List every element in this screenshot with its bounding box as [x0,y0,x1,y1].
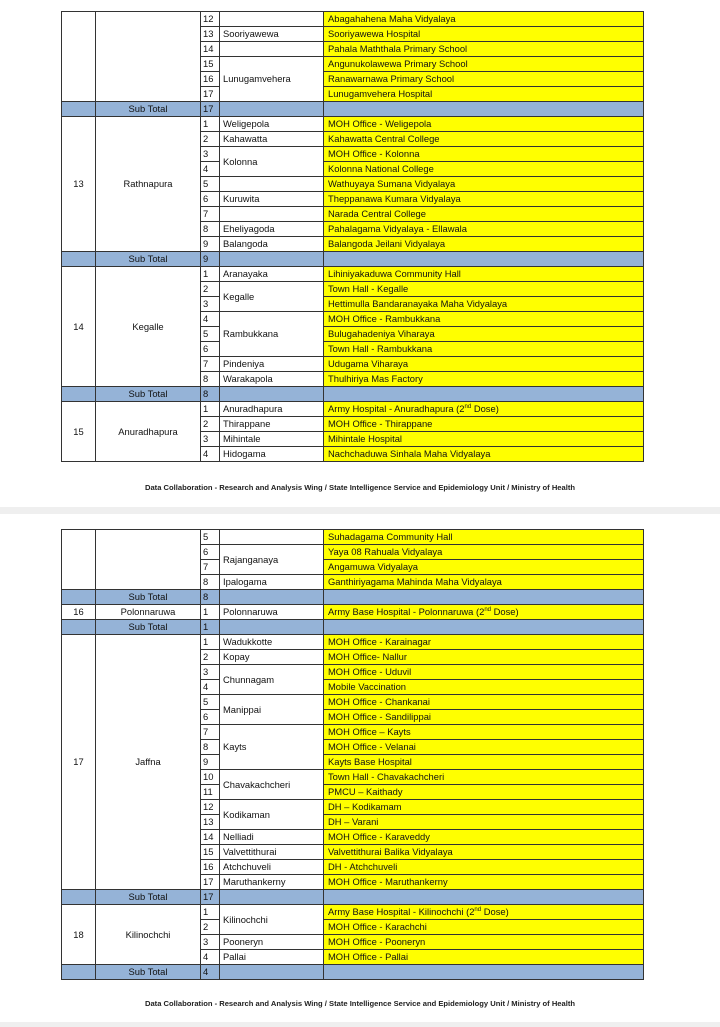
vaccination-center [324,222,644,237]
moh-area: Kayts [220,725,324,770]
table-row [62,402,644,417]
vaccination-center [324,372,644,387]
center-name: Lunugamvehera Hospital [328,88,433,99]
moh-area [220,42,324,57]
subtotal-value: 17 [201,890,220,905]
vaccination-center [324,800,644,815]
moh-area: Warakapola [220,372,324,387]
center-name: Ganthiriyagama Mahinda Maha Vidyalaya [328,576,502,587]
moh-area: Thirappane [220,417,324,432]
vaccination-center [324,710,644,725]
center-name: Kayts Base Hospital [328,756,412,767]
moh-area: Kopay [220,650,324,665]
moh-area: Kodikaman [220,800,324,830]
center-name: Angamuwa Vidyalaya [328,561,418,572]
vaccination-center [324,680,644,695]
center-number: 14 [201,830,220,845]
vaccination-center [324,132,644,147]
subtotal-blank-cell [220,590,324,605]
center-name: MOH Office – Kayts [328,726,411,737]
moh-area: Anuradhapura [220,402,324,417]
center-number: 4 [201,447,220,462]
center-number: 6 [201,342,220,357]
center-number: 2 [201,650,220,665]
subtotal-blank-cell [62,965,96,980]
center-number: 10 [201,770,220,785]
moh-area: Wadukkotte [220,635,324,650]
vaccination-center [324,162,644,177]
district-number: 16 [62,605,96,620]
center-name: Ranawarnawa Primary School [328,73,455,84]
district-name: Anuradhapura [96,402,201,462]
center-number: 3 [201,147,220,162]
subtotal-blank-cell [62,387,96,402]
vaccination-center [324,12,644,27]
vaccination-center [324,192,644,207]
footer-credit: Data Collaboration - Research and Analysis Wing / State Intelligence Service and Epidemiology Unit / Ministry of Health [144,483,576,492]
center-name: Sooriyawewa Hospital [328,28,421,39]
moh-area: Hidogama [220,447,324,462]
moh-area [220,207,324,222]
vaccination-center [324,237,644,252]
vaccination-center [324,312,644,327]
subtotal-value: 8 [201,590,220,605]
district-number: 17 [62,635,96,890]
center-name: Pahalagama Vidyalaya - Ellawala [328,223,467,234]
subtotal-label: Sub Total [96,252,201,267]
subtotal-blank-cell [62,890,96,905]
district-name: Kegalle [96,267,201,387]
center-number: 12 [201,800,220,815]
vaccination-center [324,560,644,575]
subtotal-blank-cell [62,252,96,267]
vaccination-center [324,755,644,770]
subtotal-blank-cell [324,102,644,117]
moh-area: Pooneryn [220,935,324,950]
center-number: 5 [201,327,220,342]
center-name: Mobile Vaccination [328,681,406,692]
vaccination-center [324,72,644,87]
subtotal-label: Sub Total [96,890,201,905]
table-row [62,12,644,27]
vaccination-center [324,950,644,965]
center-name: Abagahahena Maha Vidyalaya [328,13,456,24]
subtotal-blank-cell [220,252,324,267]
center-name: MOH Office - Uduvil [328,666,412,677]
center-number: 1 [201,635,220,650]
document-page-2 [0,514,720,1022]
vaccination-center [324,665,644,680]
center-name: Kahawatta Central College [328,133,440,144]
subtotal-row [62,890,644,905]
moh-area: Mihintale [220,432,324,447]
district-name: Kilinochchi [96,905,201,965]
district-number: 15 [62,402,96,462]
table-row [62,117,644,132]
center-number: 9 [201,755,220,770]
center-name: Thulhiriya Mas Factory [328,373,423,384]
vaccination-center [324,860,644,875]
vaccination-center [324,282,644,297]
subtotal-blank-cell [220,387,324,402]
subtotal-row [62,590,644,605]
center-number: 1 [201,402,220,417]
vaccination-centers-table [61,11,644,462]
center-name: Wathuyaya Sumana Vidyalaya [328,178,456,189]
subtotal-row [62,387,644,402]
moh-area: Aranayaka [220,267,324,282]
center-name: Angunukolawewa Primary School [328,58,468,69]
center-name: Suhadagama Community Hall [328,531,453,542]
center-name: Mihintale Hospital [328,433,402,444]
center-number: 13 [201,27,220,42]
center-number: 9 [201,237,220,252]
center-name: PMCU – Kaithady [328,786,403,797]
center-number: 14 [201,42,220,57]
moh-area: Weligepola [220,117,324,132]
vaccination-center [324,447,644,462]
moh-area: Kilinochchi [220,905,324,935]
district-number: 18 [62,905,96,965]
subtotal-value: 9 [201,252,220,267]
center-name: Yaya 08 Rahuala Vidyalaya [328,546,443,557]
center-number: 3 [201,935,220,950]
center-name: MOH Office - Kolonna [328,148,420,159]
center-number: 5 [201,695,220,710]
center-number: 2 [201,132,220,147]
center-name: MOH Office- Nallur [328,651,408,662]
subtotal-blank-cell [62,590,96,605]
center-name: Hettimulla Bandaranayaka Maha Vidyalaya [328,298,508,309]
vaccination-center [324,695,644,710]
vaccination-center [324,342,644,357]
center-number: 4 [201,950,220,965]
vaccination-center [324,42,644,57]
center-name: Valvettithurai Balika Vidyalaya [328,846,453,857]
moh-area: Rajanganaya [220,545,324,575]
subtotal-label: Sub Total [96,965,201,980]
center-number: 1 [201,117,220,132]
center-name: Narada Central College [328,208,426,219]
moh-area: Balangoda [220,237,324,252]
document-page-1 [0,0,720,507]
subtotal-label: Sub Total [96,102,201,117]
vaccination-center [324,87,644,102]
subtotal-blank-cell [62,620,96,635]
vaccination-center [324,117,644,132]
moh-area: Kahawatta [220,132,324,147]
center-number: 1 [201,905,220,920]
center-name: Balangoda Jeilani Vidyalaya [328,238,446,249]
center-name: Lihiniyakaduwa Community Hall [328,268,461,279]
center-number: 8 [201,575,220,590]
moh-area: Manippai [220,695,324,725]
table-row [62,905,644,920]
table-row [62,605,644,620]
subtotal-blank-cell [220,890,324,905]
subtotal-blank-cell [324,590,644,605]
center-number: 7 [201,725,220,740]
center-name-tail: Dose) [491,606,519,617]
center-number: 5 [201,530,220,545]
center-number: 7 [201,207,220,222]
vaccination-center [324,605,644,620]
center-name: MOH Office - Karainagar [328,636,431,647]
center-number: 6 [201,545,220,560]
vaccination-center [324,770,644,785]
moh-area: Valvettithurai [220,845,324,860]
vaccination-center [324,920,644,935]
vaccination-center [324,875,644,890]
moh-area [220,12,324,27]
subtotal-value: 8 [201,387,220,402]
moh-area: Atchchuveli [220,860,324,875]
center-name: MOH Office - Rambukkana [328,313,441,324]
center-number: 6 [201,710,220,725]
moh-area [220,530,324,545]
center-number: 1 [201,267,220,282]
subtotal-blank-cell [220,965,324,980]
center-number: 16 [201,860,220,875]
center-name-tail: Dose) [481,906,509,917]
vaccination-center [324,845,644,860]
center-number: 3 [201,665,220,680]
vaccination-center [324,635,644,650]
center-name: Town Hall - Rambukkana [328,343,433,354]
subtotal-blank-cell [324,620,644,635]
vaccination-center [324,545,644,560]
center-name: DH – Varani [328,816,379,827]
center-number: 1 [201,605,220,620]
moh-area: Rambukkana [220,312,324,357]
center-number: 12 [201,12,220,27]
vaccination-center [324,357,644,372]
district-number: 13 [62,117,96,252]
center-name: DH - Atchchuveli [328,861,398,872]
vaccination-center [324,57,644,72]
center-number: 8 [201,222,220,237]
vaccination-center [324,575,644,590]
center-number: 2 [201,920,220,935]
center-name: Bulugahadeniya Viharaya [328,328,435,339]
district-name: Polonnaruwa [96,605,201,620]
vaccination-center [324,815,644,830]
center-name: Udugama Viharaya [328,358,409,369]
vaccination-center [324,530,644,545]
subtotal-blank-cell [62,102,96,117]
subtotal-value: 4 [201,965,220,980]
vaccination-center [324,402,644,417]
center-number: 15 [201,57,220,72]
subtotal-blank-cell [324,252,644,267]
center-name: MOH Office - Maruthankerny [328,876,448,887]
center-number: 2 [201,417,220,432]
vaccination-center [324,830,644,845]
center-name: DH – Kodikamam [328,801,402,812]
center-number: 17 [201,875,220,890]
moh-area: Lunugamvehera [220,57,324,102]
district-name-continued [96,530,201,590]
center-name: MOH Office - Pooneryn [328,936,426,947]
vaccination-center [324,267,644,282]
center-name: MOH Office - Karachchi [328,921,427,932]
moh-area: Pindeniya [220,357,324,372]
center-number: 4 [201,680,220,695]
district-number: 14 [62,267,96,387]
center-name: Nachchaduwa Sinhala Maha Vidyalaya [328,448,491,459]
subtotal-blank-cell [324,890,644,905]
center-number: 2 [201,282,220,297]
center-name: MOH Office - Velanai [328,741,416,752]
center-number: 6 [201,192,220,207]
vaccination-center [324,207,644,222]
vaccination-centers-table [61,529,644,980]
subtotal-label: Sub Total [96,387,201,402]
center-name: Army Base Hospital - Polonnaruwa (2 [328,606,485,617]
moh-area: Kegalle [220,282,324,312]
district-name: Rathnapura [96,117,201,252]
vaccination-center [324,27,644,42]
center-number: 13 [201,815,220,830]
center-name: Town Hall - Chavakachcheri [328,771,445,782]
center-number: 11 [201,785,220,800]
center-number: 4 [201,312,220,327]
center-name: MOH Office - Weligepola [328,118,432,129]
vaccination-center [324,432,644,447]
table-row [62,267,644,282]
moh-area: Chunnagam [220,665,324,695]
moh-area: Ipalogama [220,575,324,590]
vaccination-center [324,297,644,312]
center-name: Kolonna National College [328,163,434,174]
district-name-continued [96,12,201,102]
vaccination-center [324,177,644,192]
moh-area: Kolonna [220,147,324,177]
center-number: 7 [201,357,220,372]
district-name: Jaffna [96,635,201,890]
subtotal-blank-cell [220,620,324,635]
center-name-tail: Dose) [471,403,499,414]
subtotal-row [62,102,644,117]
subtotal-value: 1 [201,620,220,635]
subtotal-value: 17 [201,102,220,117]
vaccination-center [324,650,644,665]
center-name: MOH Office - Chankanai [328,696,430,707]
moh-area [220,177,324,192]
moh-area: Maruthankerny [220,875,324,890]
subtotal-blank-cell [324,387,644,402]
subtotal-row [62,965,644,980]
vaccination-center [324,725,644,740]
center-name: Army Hospital - Anuradhapura (2 [328,403,465,414]
district-number-continued [62,530,96,590]
district-number-continued [62,12,96,102]
center-number: 8 [201,372,220,387]
moh-area: Nelliadi [220,830,324,845]
center-name: MOH Office - Sandilippai [328,711,431,722]
center-number: 17 [201,87,220,102]
ordinal-suffix: nd [484,606,492,613]
center-number: 8 [201,740,220,755]
moh-area: Eheliyagoda [220,222,324,237]
vaccination-center [324,147,644,162]
center-number: 16 [201,72,220,87]
table-row [62,530,644,545]
center-name: MOH Office - Karaveddy [328,831,430,842]
center-number: 5 [201,177,220,192]
moh-area: Polonnaruwa [220,605,324,620]
ordinal-suffix: nd [464,403,472,410]
footer-credit: Data Collaboration - Research and Analysis Wing / State Intelligence Service and Epidemiology Unit / Ministry of Health [144,999,576,1008]
center-name: Town Hall - Kegalle [328,283,409,294]
moh-area: Sooriyawewa [220,27,324,42]
vaccination-center [324,935,644,950]
vaccination-center [324,785,644,800]
vaccination-center [324,327,644,342]
vaccination-center [324,417,644,432]
table-row [62,635,644,650]
center-number: 7 [201,560,220,575]
center-number: 15 [201,845,220,860]
ordinal-suffix: nd [474,906,482,913]
center-number: 3 [201,297,220,312]
subtotal-label: Sub Total [96,590,201,605]
center-name: Theppanawa Kumara Vidyalaya [328,193,461,204]
subtotal-label: Sub Total [96,620,201,635]
center-name: MOH Office - Thirappane [328,418,433,429]
center-name: Army Base Hospital - Kilinochchi (2 [328,906,475,917]
subtotal-blank-cell [324,965,644,980]
moh-area: Pallai [220,950,324,965]
subtotal-row [62,620,644,635]
moh-area: Kuruwita [220,192,324,207]
moh-area: Chavakachcheri [220,770,324,800]
center-number: 4 [201,162,220,177]
subtotal-blank-cell [220,102,324,117]
center-name: Pahala Maththala Primary School [328,43,468,54]
center-number: 3 [201,432,220,447]
vaccination-center [324,740,644,755]
center-name: MOH Office - Pallai [328,951,409,962]
vaccination-center [324,905,644,920]
subtotal-row [62,252,644,267]
